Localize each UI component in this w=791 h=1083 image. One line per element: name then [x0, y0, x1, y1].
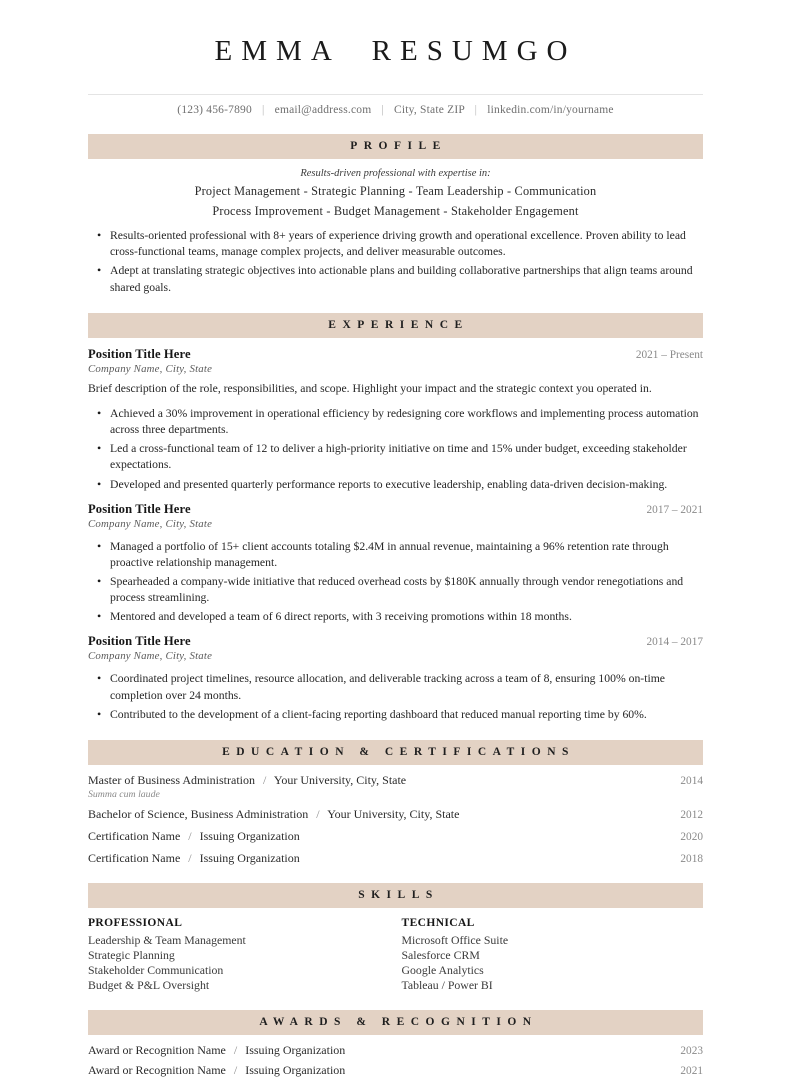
award-row [88, 1063, 703, 1078]
education-main [88, 829, 300, 844]
award-organization: Issuing Organization [245, 1062, 346, 1077]
section-header-skills: SKILLS [88, 883, 703, 908]
award-row [88, 1043, 703, 1058]
list-item: • Contributed to the development of a client-facing reporting dashboard that reduced manual reporting time by 60%. [110, 707, 703, 723]
list-item: • Mentored and developed a team of 6 direct reports, with 3 receiving promotions within 18 months. [110, 609, 703, 625]
skill-item: Leadership & Team Management [88, 933, 246, 948]
award-year: 2023 [680, 1044, 703, 1057]
education-degree: Bachelor of Science, Business Administration [88, 807, 309, 822]
resume-content [88, 0, 703, 1083]
job-bullet-list [88, 671, 703, 722]
education-separator: / [316, 807, 320, 822]
profile-bullet-list [88, 228, 703, 296]
education-row [88, 807, 703, 822]
experience-entry [88, 502, 703, 626]
skill-item: Salesforce CRM [401, 948, 480, 963]
skill-item: Tableau / Power BI [401, 977, 493, 992]
experience-entry [88, 347, 703, 493]
education-row [88, 773, 703, 788]
section-header-profile: PROFILE [88, 134, 703, 159]
awards-list [88, 1043, 703, 1078]
award-name: Award or Recognition Name [88, 1062, 226, 1077]
profile-tagline: Results-driven professional with expertise in: [300, 168, 491, 180]
education-item [88, 807, 703, 822]
award-separator: / [233, 1062, 238, 1077]
job-dates: 2014 – 2017 [646, 636, 703, 649]
education-row [88, 829, 703, 844]
education-year: 2018 [680, 853, 703, 866]
contact-line [88, 95, 703, 116]
award-main [88, 1043, 345, 1058]
education-list [88, 773, 703, 866]
profile-keyword-line: Process Improvement - Budget Management - Stakeholder Engagement [212, 204, 579, 219]
contact-separator: | [381, 103, 384, 116]
list-item: • Achieved a 30% improvement in operational efficiency by redesigning core workflows and implementing process automation across three departments. [110, 406, 703, 438]
education-institution: Issuing Organization [199, 829, 300, 844]
list-item: • Spearheaded a company-wide initiative that reduced overhead costs by $180K annually through vendor renegotiations and process streamlining. [110, 574, 703, 606]
contact-linkedin[interactable]: linkedin.com/in/yourname [487, 103, 614, 116]
award-name: Award or Recognition Name [88, 1042, 226, 1057]
section-header-awards: AWARDS & RECOGNITION [88, 1010, 703, 1035]
education-degree: Master of Business Administration [88, 773, 255, 788]
experience-entry-header [88, 634, 703, 649]
job-bullet-list [88, 539, 703, 626]
education-institution: Your University, City, State [273, 773, 407, 788]
job-company: Company Name, City, State [88, 517, 213, 530]
education-degree: Certification Name [88, 829, 181, 844]
list-item: • Coordinated project timelines, resource allocation, and deliverable tracking across a team of 8, ensuring 100% on-time completion over 24 months. [110, 671, 703, 703]
education-institution: Your University, City, State [327, 807, 460, 822]
list-item: • Developed and presented quarterly performance reports to executive leadership, enabling data-driven decision-making. [110, 477, 703, 493]
education-institution: Issuing Organization [199, 851, 300, 866]
job-title: Position Title Here [88, 346, 191, 361]
candidate-name: EMMA RESUMGO [214, 35, 577, 67]
experience-entry-header [88, 347, 703, 362]
experience-entry [88, 634, 703, 722]
education-item [88, 829, 703, 844]
experience-entry-header [88, 502, 703, 517]
job-title: Position Title Here [88, 501, 191, 516]
award-separator: / [233, 1042, 238, 1057]
education-main [88, 807, 459, 822]
education-separator: / [188, 851, 192, 866]
job-dates: 2021 – Present [635, 348, 703, 361]
job-title: Position Title Here [88, 634, 191, 649]
section-header-education: EDUCATION & CERTIFICATIONS [88, 740, 703, 765]
education-note: Summa cum laude [88, 789, 160, 801]
contact-phone[interactable]: (123) 456-7890 [177, 103, 252, 116]
education-main [88, 773, 406, 788]
list-item: • Results-oriented professional with 8+ years of experience driving growth and operational excellence. Proven ability to lead cross-functional teams, manage complex projects, and deliver measurable outcomes. [110, 228, 703, 260]
award-year: 2021 [680, 1064, 703, 1077]
contact-separator: | [262, 103, 265, 116]
job-bullet-list [88, 406, 703, 493]
job-company: Company Name, City, State [88, 362, 213, 375]
education-degree: Certification Name [88, 851, 181, 866]
education-main [88, 851, 300, 866]
list-item: • Managed a portfolio of 15+ client accounts totaling $2.4M in annual revenue, maintaining a 96% retention rate through proactive relationship management. [110, 539, 703, 571]
education-year: 2012 [680, 809, 703, 822]
skill-item: Strategic Planning [88, 948, 175, 963]
list-item: • Led a cross-functional team of 12 to deliver a high-priority initiative on time and 15% under budget, exceeding stakeholder expectations. [110, 441, 703, 473]
contact-email[interactable]: email@address.com [274, 103, 372, 116]
skills-column-technical [390, 917, 704, 992]
education-separator: / [263, 773, 267, 788]
skills-column-heading: TECHNICAL [401, 917, 475, 930]
education-year: 2014 [680, 775, 703, 788]
contact-location: City, State ZIP [394, 103, 465, 116]
skill-item: Microsoft Office Suite [401, 933, 509, 948]
job-summary: Brief description of the role, responsibilities, and scope. Highlight your impact and the strategic context you operated in. [88, 381, 652, 395]
education-item [88, 851, 703, 866]
skills-grid [88, 917, 703, 992]
education-year: 2020 [680, 831, 703, 844]
profile-keyword-line: Project Management - Strategic Planning - Team Leadership - Communication [194, 184, 597, 199]
education-row [88, 851, 703, 866]
skill-item: Stakeholder Communication [88, 963, 224, 978]
contact-separator: | [474, 103, 478, 116]
job-dates: 2017 – 2021 [646, 503, 703, 516]
skills-column-professional [88, 917, 390, 992]
education-separator: / [188, 829, 192, 844]
skill-item: Google Analytics [401, 963, 484, 978]
list-item: • Adept at translating strategic objectives into actionable plans and building collaborative partnerships that align teams around shared goals. [110, 263, 703, 295]
award-main [88, 1063, 345, 1078]
section-header-experience: EXPERIENCE [88, 313, 703, 338]
education-item [88, 773, 703, 800]
job-company: Company Name, City, State [88, 650, 213, 663]
skills-column-heading: PROFESSIONAL [88, 917, 183, 930]
resume-header [88, 0, 703, 68]
award-organization: Issuing Organization [245, 1042, 346, 1057]
skill-item: Budget & P&L Oversight [88, 977, 210, 992]
